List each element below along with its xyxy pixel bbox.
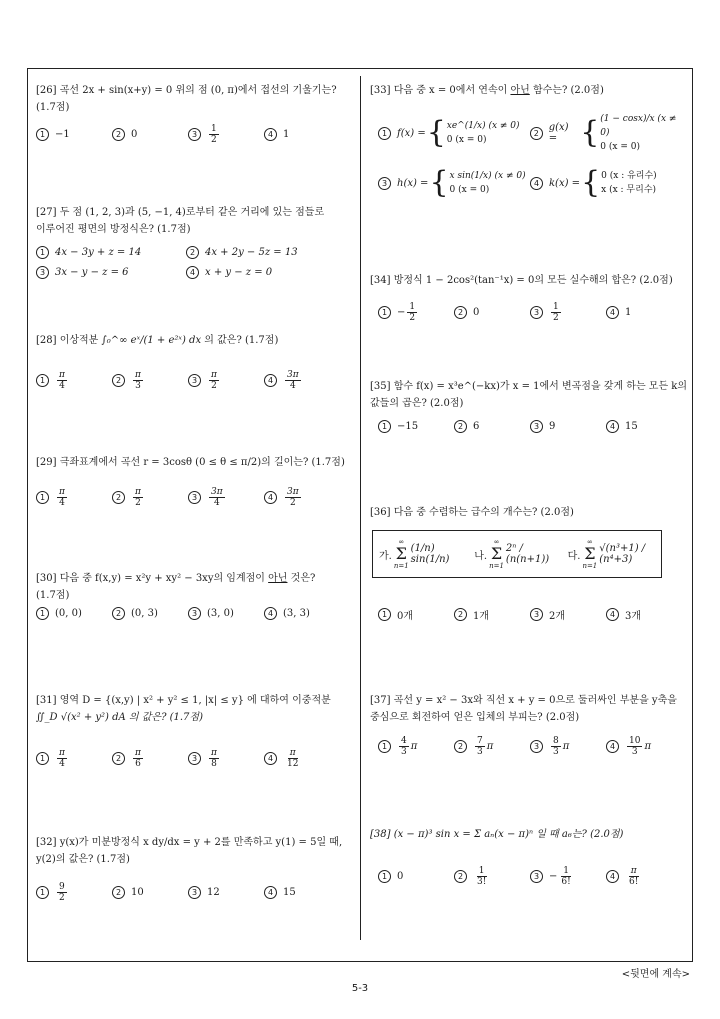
q28-option-3[interactable]: 3 $\frac{\pi}{2}$ bbox=[188, 370, 264, 391]
q26-options bbox=[36, 124, 352, 145]
q28-tail: 의 값은? (1.7점) bbox=[204, 335, 279, 346]
q36-options bbox=[378, 607, 688, 622]
q31-option-2[interactable]: 2 $\frac{\pi}{6}$ bbox=[112, 748, 188, 769]
q33-options-row1 bbox=[378, 112, 688, 154]
q35-option-2[interactable]: 2 6 bbox=[454, 420, 530, 433]
q28-option-2[interactable]: 2 $\frac{\pi}{3}$ bbox=[112, 370, 188, 391]
q35-label: [35] 함수 f(x) = x³e^(−kx)가 x = 1에서 변곡점을 갖게 하는 모든 k의 bbox=[370, 381, 688, 392]
q27-options-row2 bbox=[36, 266, 352, 279]
q32-option-1[interactable]: 1 $\frac{9}{2}$ bbox=[36, 882, 112, 903]
q26-option-2[interactable]: 2 0 bbox=[112, 128, 188, 141]
q28-option-4[interactable]: 4 $\frac{3\pi}{4}$ bbox=[264, 370, 340, 391]
q34-option-4[interactable]: 4 1 bbox=[606, 306, 682, 319]
q33-options-row2 bbox=[378, 165, 688, 200]
q29-option-1[interactable]: 1 $\frac{\pi}{4}$ bbox=[36, 487, 112, 508]
q30-underline: 아닌 bbox=[268, 573, 288, 584]
q37-label-2: 중심으로 회전하여 얻은 입체의 부피는? (2.0점) bbox=[370, 712, 580, 723]
q33-label-a: [33] 다음 중 x = 0에서 연속이 bbox=[370, 85, 508, 96]
question-34 bbox=[370, 272, 688, 289]
q31-label-2: ∬_D √(x² + y²) dA 의 값은? (1.7점) bbox=[36, 712, 203, 723]
q36-option-4[interactable]: 4 3개 bbox=[606, 607, 682, 622]
q30-option-1[interactable]: 1 (0, 0) bbox=[36, 607, 112, 620]
q33-option-4[interactable]: 4 k(x) = { 0 (x : 유리수) x (x : 무리수) bbox=[530, 168, 686, 198]
q28-option-1[interactable]: 1 $\frac{\pi}{4}$ bbox=[36, 370, 112, 391]
sigma-icon: ∞ Σ n=1 bbox=[489, 538, 504, 570]
q26-option-4[interactable]: 4 1 bbox=[264, 128, 340, 141]
q32-label: [32] y(x)가 미분방정식 x dy/dx = y + 2를 만족하고 y(1) = 5일 때, bbox=[36, 837, 343, 848]
column-divider bbox=[360, 76, 361, 940]
q36-na-expr: 2ⁿ / (n(n+1)) bbox=[505, 543, 550, 565]
q36-option-1[interactable]: 1 0개 bbox=[378, 607, 454, 622]
q26-label: [26] 곡선 2x + sin(x+y) = 0 위의 점 (0, π)에서 접선의 기울기는? bbox=[36, 85, 337, 96]
q35-label-2: 값들의 곱은? (2.0점) bbox=[370, 398, 464, 409]
question-26 bbox=[36, 82, 352, 116]
q37-option-4[interactable]: 4 $\frac{10}{3}$ π bbox=[606, 736, 682, 757]
q36-na: 나. bbox=[474, 550, 488, 562]
q29-label: [29] 극좌표계에서 곡선 r = 3cosθ (0 ≤ θ ≤ π/2)의 길이는? (1.7점) bbox=[36, 457, 345, 468]
page-number: 5-3 bbox=[351, 983, 369, 994]
q36-option-2[interactable]: 2 1개 bbox=[454, 607, 530, 622]
q37-options bbox=[378, 736, 688, 757]
q35-option-4[interactable]: 4 15 bbox=[606, 420, 682, 433]
question-28 bbox=[36, 332, 352, 349]
q33-option-2[interactable]: 2 g(x) = { (1 − cosx)/x (x ≠ 0) 0 (x = 0) bbox=[530, 112, 686, 154]
question-38 bbox=[370, 826, 688, 843]
q31-options bbox=[36, 748, 352, 769]
q27-options-row1 bbox=[36, 246, 352, 259]
q30-label-a: [30] 다음 중 f(x,y) = x²y + xy² − 3xy의 임계점이 bbox=[36, 573, 265, 584]
q38-option-3[interactable]: 3 − $\frac{1}{6!}$ bbox=[530, 866, 606, 887]
q38-option-4[interactable]: 4 $\frac{\pi}{6!}$ bbox=[606, 866, 682, 887]
q34-option-1[interactable]: 1 − $\frac{1}{2}$ bbox=[378, 302, 454, 323]
q36-ga-expr: (1/n) sin(1/n) bbox=[410, 543, 450, 565]
q37-label: [37] 곡선 y = x² − 3x와 직선 x + y = 0으로 둘러싸인 부분을 y축을 bbox=[370, 695, 677, 706]
q34-option-3[interactable]: 3 $\frac{1}{2}$ bbox=[530, 302, 606, 323]
q29-options bbox=[36, 487, 352, 508]
q30-options bbox=[36, 607, 352, 620]
q36-ga: 가. bbox=[379, 550, 392, 562]
q29-option-3[interactable]: 3 $\frac{3\pi}{4}$ bbox=[188, 487, 264, 508]
q36-da: 다. bbox=[567, 550, 581, 562]
q38-options bbox=[378, 866, 688, 887]
q36-label: [36] 다음 중 수렴하는 급수의 개수는? (2.0점) bbox=[370, 507, 574, 518]
q35-option-3[interactable]: 3 9 bbox=[530, 420, 606, 433]
q37-option-2[interactable]: 2 $\frac{7}{3}$ π bbox=[454, 736, 530, 757]
q26-option-1[interactable]: 1 −1 bbox=[36, 128, 112, 141]
continue-note: <뒷면에 계속> bbox=[621, 969, 690, 980]
q26-option-3[interactable]: 3 $\frac{1}{2}$ bbox=[188, 124, 264, 145]
sigma-icon: ∞ Σ n=1 bbox=[582, 538, 598, 570]
q27-option-4[interactable]: 4 x + y − z = 0 bbox=[186, 266, 336, 279]
q26-points: (1.7점) bbox=[36, 102, 70, 113]
q33-option-3[interactable]: 3 h(x) = { x sin(1/x) (x ≠ 0) 0 (x = 0) bbox=[378, 168, 530, 198]
q30-points: (1.7점) bbox=[36, 590, 70, 601]
question-29 bbox=[36, 454, 356, 471]
q28-label: [28] 이상적분 bbox=[36, 335, 99, 346]
q38-option-2[interactable]: 2 $\frac{1}{3!}$ bbox=[454, 866, 530, 887]
q37-option-1[interactable]: 1 $\frac{4}{3}$ π bbox=[378, 736, 454, 757]
question-30 bbox=[36, 570, 352, 604]
q36-option-3[interactable]: 3 2개 bbox=[530, 607, 606, 622]
q36-series-box bbox=[372, 530, 662, 578]
q30-option-2[interactable]: 2 (0, 3) bbox=[112, 607, 188, 620]
question-37 bbox=[370, 692, 688, 726]
q29-option-2[interactable]: 2 $\frac{\pi}{2}$ bbox=[112, 487, 188, 508]
q32-option-4[interactable]: 4 15 bbox=[264, 886, 340, 899]
q33-option-1[interactable]: 1 f(x) = { xe^(1/x) (x ≠ 0) 0 (x = 0) bbox=[378, 118, 530, 148]
q30-label-b: 것은? bbox=[290, 573, 316, 584]
q32-options bbox=[36, 882, 352, 903]
q27-option-2[interactable]: 2 4x + 2y − 5z = 13 bbox=[186, 246, 336, 259]
q27-label: [27] 두 점 (1, 2, 3)과 (5, −1, 4)로부터 같은 거리에 있는 점들로 bbox=[36, 207, 325, 218]
q28-options bbox=[36, 370, 352, 391]
q36-da-expr: √(n³+1) / (n⁴+3) bbox=[599, 543, 646, 565]
q30-option-3[interactable]: 3 (3, 0) bbox=[188, 607, 264, 620]
q27-option-3[interactable]: 3 3x − y − z = 6 bbox=[36, 266, 186, 279]
q34-option-2[interactable]: 2 0 bbox=[454, 306, 530, 319]
q31-option-3[interactable]: 3 $\frac{\pi}{8}$ bbox=[188, 748, 264, 769]
question-31 bbox=[36, 692, 354, 726]
question-36 bbox=[370, 504, 688, 521]
q34-options bbox=[378, 302, 688, 323]
q33-underline: 아닌 bbox=[510, 85, 530, 96]
question-35 bbox=[370, 378, 688, 412]
q27-option-1[interactable]: 1 4x − 3y + z = 14 bbox=[36, 246, 186, 259]
q31-option-1[interactable]: 1 $\frac{\pi}{4}$ bbox=[36, 748, 112, 769]
question-32 bbox=[36, 834, 354, 868]
q32-option-3[interactable]: 3 12 bbox=[188, 886, 264, 899]
q34-label: [34] 방정식 1 − 2cos²(tan⁻¹x) = 0의 모든 실수해의 합은? (2.0점) bbox=[370, 275, 673, 286]
q33-label-b: 함수는? (2.0점) bbox=[532, 85, 604, 96]
q29-option-4[interactable]: 4 $\frac{3\pi}{2}$ bbox=[264, 487, 340, 508]
q28-integral: ∫₀^∞ eˣ/(1 + e²ˣ) dx bbox=[101, 335, 202, 346]
q31-option-4[interactable]: 4 $\frac{\pi}{12}$ bbox=[264, 748, 340, 769]
q27-label-2: 이루어진 평면의 방정식은? (1.7점) bbox=[36, 224, 191, 235]
q38-option-1[interactable]: 1 0 bbox=[378, 870, 454, 883]
q38-label: [38] (x − π)³ sin x = Σ aₙ(x − π)ⁿ 일 때 a₆는? (2.0점) bbox=[370, 829, 624, 840]
sigma-icon: ∞ Σ n=1 bbox=[393, 538, 409, 570]
q32-label-2: y(2)의 값은? (1.7점) bbox=[36, 854, 130, 865]
q32-option-2[interactable]: 2 10 bbox=[112, 886, 188, 899]
q31-label: [31] 영역 D = {(x,y) | x² + y² ≤ 1, |x| ≤ y} 에 대하여 이중적분 bbox=[36, 695, 331, 706]
q35-option-1[interactable]: 1 −15 bbox=[378, 420, 454, 433]
q30-option-4[interactable]: 4 (3, 3) bbox=[264, 607, 340, 620]
q35-options bbox=[378, 420, 688, 433]
question-33 bbox=[370, 82, 688, 99]
question-27 bbox=[36, 204, 352, 238]
q37-option-3[interactable]: 3 $\frac{8}{3}$ π bbox=[530, 736, 606, 757]
